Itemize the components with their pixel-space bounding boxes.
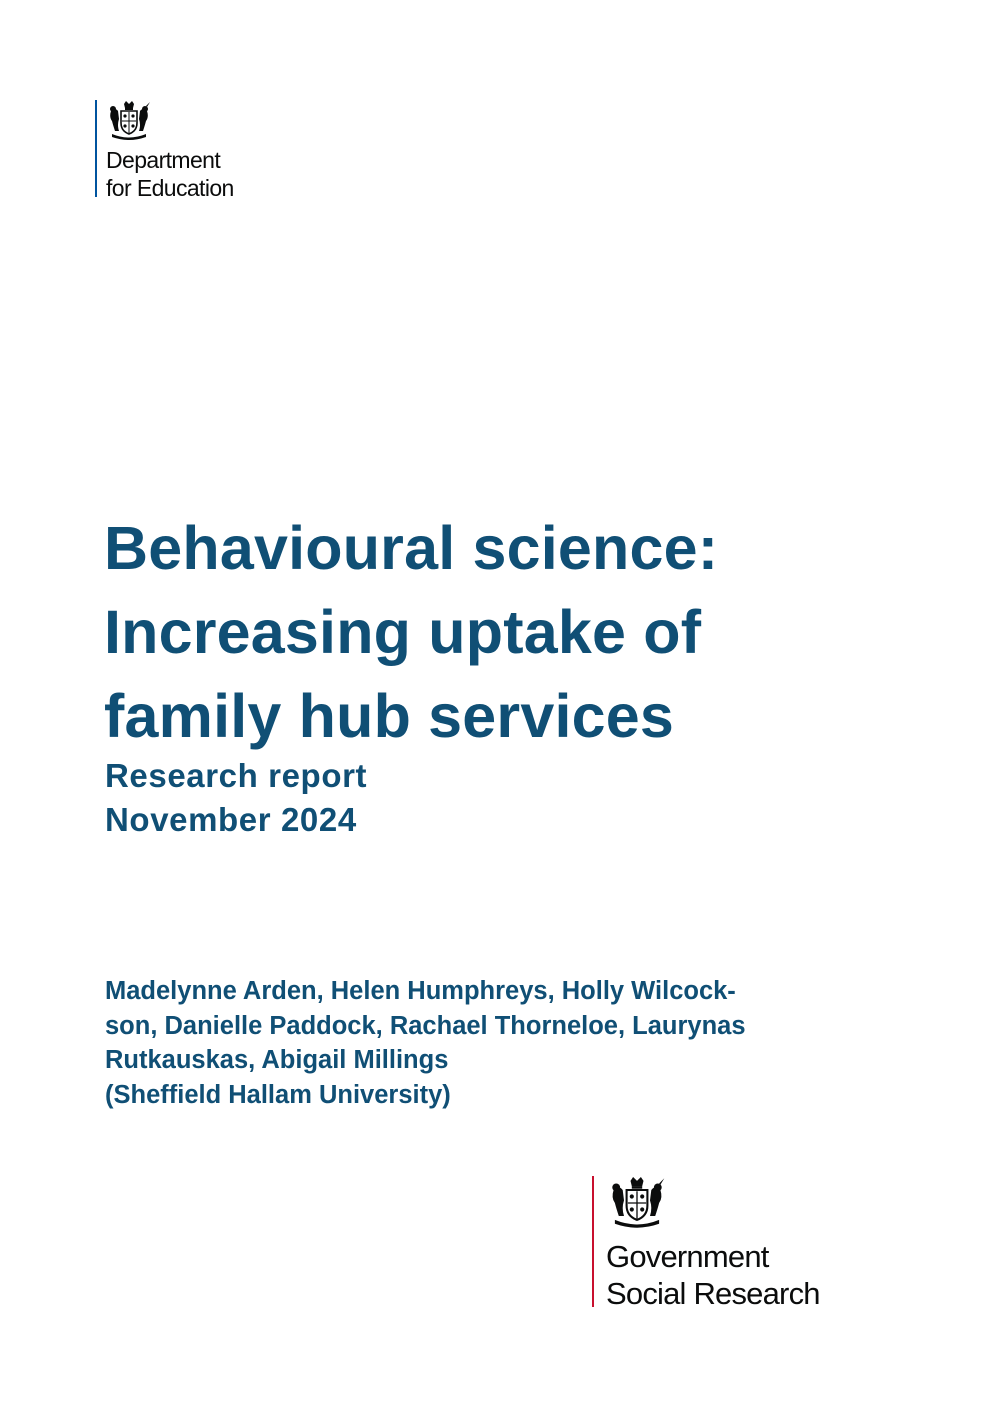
royal-coat-of-arms-icon [606,1177,668,1229]
report-title-line3: family hub services [104,682,675,750]
dfe-logo-text [106,146,234,202]
royal-coat-of-arms-icon [106,101,152,141]
author-line-1: Madelynne Arden, Helen Humphreys, Holly Wilcock- [105,977,736,1005]
report-type: Research report [105,757,368,794]
report-title-line2: Increasing uptake of [104,598,702,666]
author-line-3: Rutkauskas, Abigail Millings [105,1046,449,1074]
dfe-logo-line2: for Education [106,175,234,201]
dfe-logo-line1: Department [106,147,221,173]
report-title [104,506,718,758]
gsr-logo [592,1176,892,1311]
author-line-2: son, Danielle Paddock, Rachael Thorneloe, Laurynas [105,1011,746,1040]
gsr-logo-bar [592,1176,594,1307]
dfe-logo-bar [95,100,97,197]
report-subtitle [105,754,367,842]
gsr-logo-line1: Government [606,1239,769,1274]
author-list [105,974,746,1112]
dfe-logo [95,100,295,200]
gsr-logo-line2: Social Research [606,1276,820,1311]
report-title-line1: Behavioural science: [104,514,719,582]
report-date: November 2024 [105,801,357,838]
author-affiliation: (Sheffield Hallam University) [105,1080,451,1109]
gsr-logo-text [606,1238,820,1312]
